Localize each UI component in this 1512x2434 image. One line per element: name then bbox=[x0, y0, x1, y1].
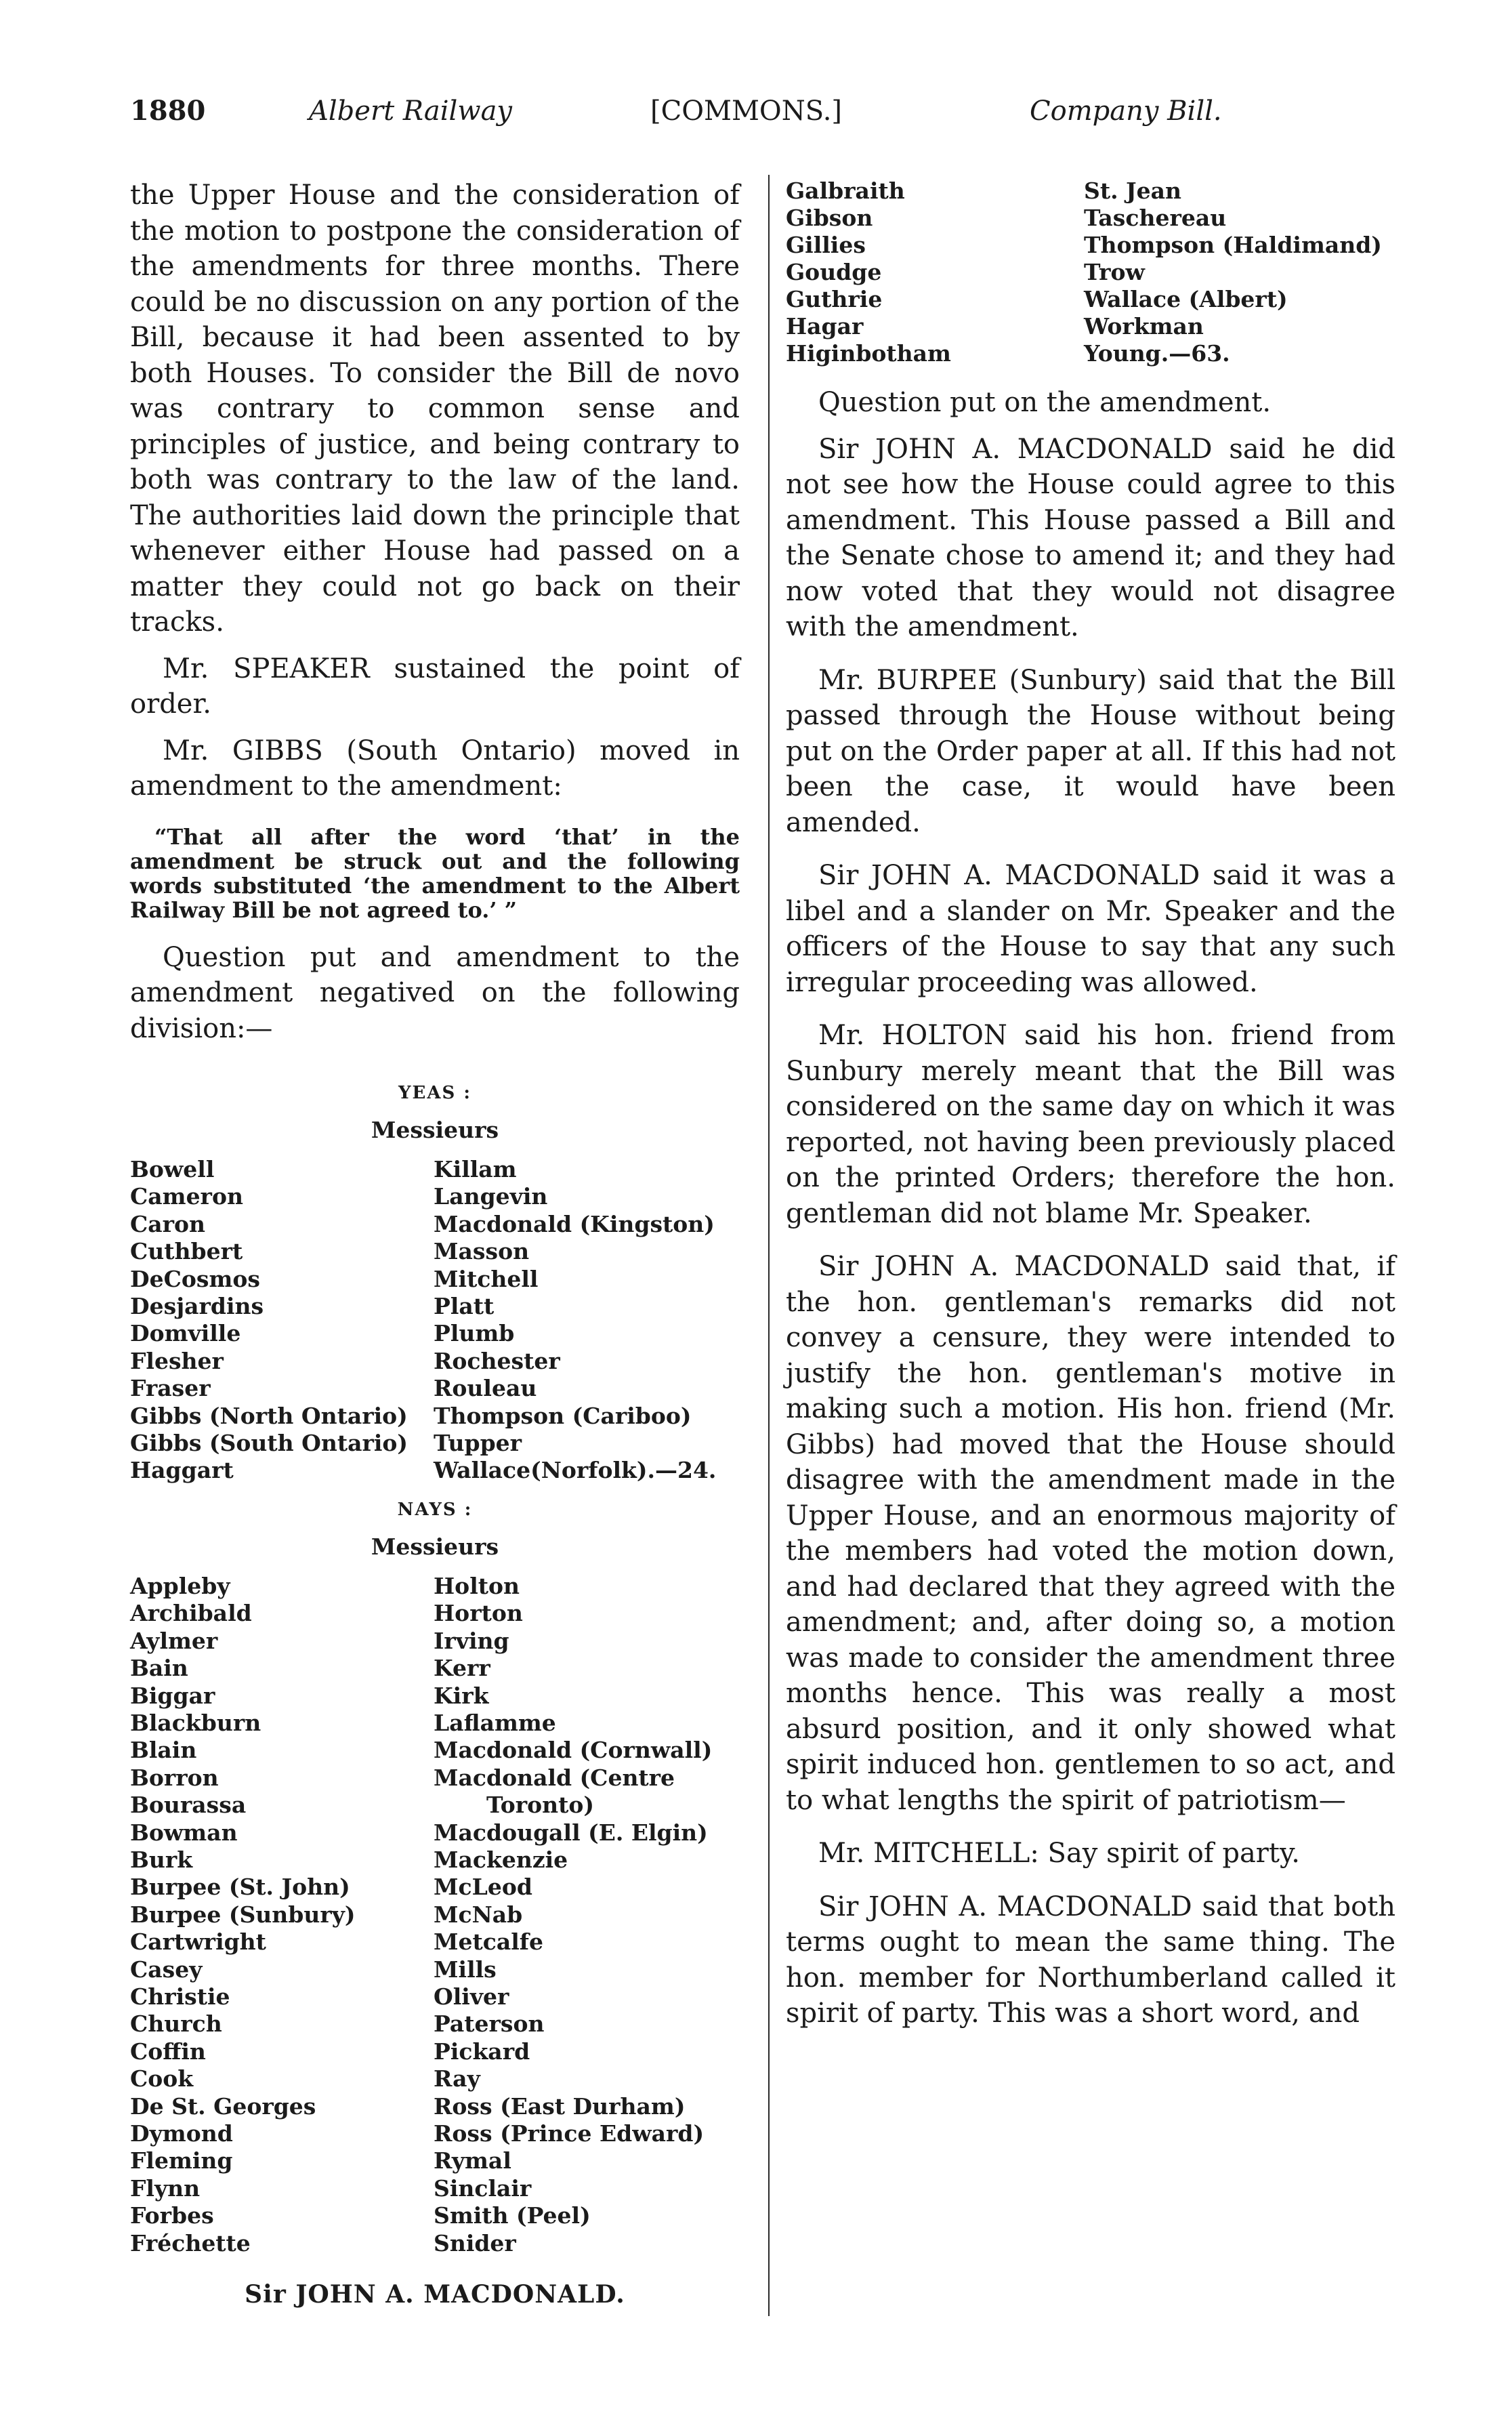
list-item: Mitchell bbox=[434, 1265, 539, 1292]
list-item: Bowell bbox=[130, 1156, 215, 1182]
signature: Sir JOHN A. MACDONALD. bbox=[245, 2280, 625, 2309]
list-item: Dymond bbox=[130, 2120, 233, 2147]
nays-continued-list bbox=[786, 178, 1395, 367]
list-item: Forbes bbox=[130, 2202, 214, 2229]
list-item: Paterson bbox=[434, 2010, 545, 2038]
right-column bbox=[786, 178, 1395, 2031]
list-item: Haggart bbox=[130, 1457, 234, 1484]
list-item: McLeod bbox=[434, 1874, 532, 1901]
running-title-left: Albert Railway bbox=[309, 96, 513, 127]
list-item: Killam bbox=[434, 1156, 517, 1182]
paragraph: Question put on the amendment. bbox=[818, 387, 1272, 418]
list-item: Plumb bbox=[434, 1320, 515, 1347]
list-item: Biggar bbox=[130, 1682, 215, 1709]
list-item: Masson bbox=[434, 1238, 530, 1265]
paragraph: Question put and amendment to the amendment negatived on the following division:— bbox=[130, 941, 740, 1044]
list-item: Horton bbox=[434, 1600, 523, 1627]
list-item: Gibbs (South Ontario) bbox=[130, 1430, 408, 1457]
list-item: McNab bbox=[434, 1901, 523, 1928]
list-item: Burpee (St. John) bbox=[130, 1874, 350, 1901]
nays-messieurs: Messieurs bbox=[371, 1533, 499, 1560]
list-item: Thompson (Cariboo) bbox=[434, 1402, 692, 1429]
list-item: Rouleau bbox=[434, 1375, 537, 1402]
list-item: Guthrie bbox=[786, 286, 883, 312]
list-item: Fréchette bbox=[130, 2229, 251, 2256]
list-item: DeCosmos bbox=[130, 1265, 260, 1292]
list-item: Borron bbox=[130, 1764, 219, 1791]
list-item: Workman bbox=[1084, 313, 1204, 339]
list-item: Casey bbox=[130, 1956, 203, 1983]
list-item: Smith (Peel) bbox=[434, 2202, 591, 2229]
list-item: Burk bbox=[130, 1846, 193, 1873]
list-item: Bourassa bbox=[130, 1792, 247, 1819]
list-item: Macdonald (Kingston) bbox=[434, 1210, 715, 1237]
nays-column-1 bbox=[130, 1573, 434, 2257]
list-item: Gillies bbox=[786, 232, 866, 258]
left-column bbox=[130, 178, 740, 2309]
list-item: Flesher bbox=[130, 1347, 224, 1374]
list-item: Langevin bbox=[434, 1183, 548, 1210]
list-item: Blackburn bbox=[130, 1709, 261, 1736]
paragraph: Sir JOHN A. MACDONALD said it was a libel and a slander on Mr. Speaker and the officers of the House to say that any such irregular proceeding was allowed. bbox=[786, 860, 1395, 998]
list-item: Toronto) bbox=[486, 1792, 595, 1819]
list-item: Blain bbox=[130, 1737, 197, 1764]
nays-continued-column-1 bbox=[786, 178, 1084, 367]
list-item: Oliver bbox=[434, 1983, 509, 2010]
list-item: Bowman bbox=[130, 1819, 238, 1846]
list-item: Bain bbox=[130, 1655, 188, 1682]
list-item: Appleby bbox=[130, 1572, 230, 1599]
list-item: Macdougall (E. Elgin) bbox=[434, 1819, 708, 1846]
list-item: Goudge bbox=[786, 259, 882, 285]
list-item: Young.—63. bbox=[1084, 340, 1230, 367]
list-item: Cook bbox=[130, 2065, 194, 2092]
paragraph: Mr. GIBBS (South Ontario) moved in amendment to the amendment: bbox=[130, 735, 740, 802]
list-item: Hagar bbox=[786, 313, 864, 339]
list-item: De St. Georges bbox=[130, 2092, 316, 2120]
list-item: Burpee (Sunbury) bbox=[130, 1901, 356, 1928]
list-item: Higinbotham bbox=[786, 340, 951, 367]
running-title-center: [COMMONS.] bbox=[650, 96, 843, 127]
paragraph: Mr. MITCHELL: Say spirit of party. bbox=[818, 1838, 1300, 1869]
list-item: Gibson bbox=[786, 205, 873, 231]
nays-heading: NAYS : bbox=[397, 1499, 473, 1520]
list-item: Gibbs (North Ontario) bbox=[130, 1402, 408, 1429]
list-item: Thompson (Haldimand) bbox=[1084, 232, 1382, 258]
list-item: Mills bbox=[434, 1956, 497, 1983]
list-item: Trow bbox=[1084, 259, 1145, 285]
list-item: Wallace (Albert) bbox=[1084, 286, 1288, 312]
list-item: Macdonald (Centre bbox=[434, 1764, 675, 1791]
page-number: 1880 bbox=[130, 95, 206, 127]
paragraph: Sir JOHN A. MACDONALD said that, if the hon. gentleman's remarks did not convey a censure, they were intended to justify the hon. gentleman's motive in making such a motion. His hon. friend (Mr. Gibbs) had moved that the House should disagree with the amendment made in the Upper House, and an enormous majority of the members had voted the motion down, and had declared that they agreed with the amendment; and, after doing so, a motion was made to consider the amendment three months hence. This was really a most absurd position, and it only showed what spirit induced hon. gentlemen to so act, and to what lengths the spirit of patriotism— bbox=[786, 1251, 1395, 1816]
list-item: Kerr bbox=[434, 1655, 490, 1682]
list-item: Rymal bbox=[434, 2147, 511, 2174]
list-item: Sinclair bbox=[434, 2174, 532, 2202]
list-item: Fraser bbox=[130, 1375, 211, 1402]
list-item: Platt bbox=[434, 1293, 495, 1320]
paragraph: Sir JOHN A. MACDONALD said he did not see how the House could agree to this amendment. This House passed a Bill and the Senate chose to amend it; and they had now voted that they would not disagree with the amendment. bbox=[786, 433, 1395, 642]
list-item: Pickard bbox=[434, 2038, 530, 2065]
list-item: Wallace(Norfolk).—24. bbox=[434, 1457, 717, 1484]
list-item: Tupper bbox=[434, 1430, 522, 1457]
list-item: Desjardins bbox=[130, 1293, 264, 1320]
list-item: Galbraith bbox=[786, 178, 905, 204]
list-item: Flynn bbox=[130, 2174, 201, 2202]
nays-list bbox=[130, 1573, 740, 2257]
yeas-list bbox=[130, 1156, 740, 1485]
list-item: Mackenzie bbox=[434, 1846, 568, 1873]
running-title-right: Company Bill. bbox=[1030, 96, 1222, 127]
paragraph: Mr. HOLTON said his hon. friend from Sunbury merely meant that the Bill was considered on the same day on which it was reported, not having been previously placed on the printed Orders; therefore the hon. gentleman did not blame Mr. Speaker. bbox=[786, 1020, 1395, 1229]
list-item: Aylmer bbox=[130, 1627, 218, 1654]
list-item: Cuthbert bbox=[130, 1238, 243, 1265]
list-item: Laflamme bbox=[434, 1709, 556, 1736]
list-item: Ross (East Durham) bbox=[434, 2092, 686, 2120]
yeas-heading: YEAS : bbox=[398, 1083, 471, 1103]
list-item: Rochester bbox=[434, 1347, 560, 1374]
list-item: Metcalfe bbox=[434, 1928, 543, 1956]
list-item: Archibald bbox=[130, 1600, 252, 1627]
list-item: Kirk bbox=[434, 1682, 489, 1709]
nays-continued-column-2 bbox=[1084, 178, 1395, 367]
list-item: Irving bbox=[434, 1627, 509, 1654]
paragraph: Mr. BURPEE (Sunbury) said that the Bill passed through the House without being put on the Order paper at all. If this had not been the case, it would have been amended. bbox=[786, 664, 1395, 838]
paragraph: Mr. SPEAKER sustained the point of order. bbox=[130, 653, 740, 720]
paragraph: the Upper House and the consideration of the motion to postpone the consideration of the amendments for three months. There could be no discussion on any portion of the Bill, because it had been assented to by both Houses. To consider the Bill de novo was contrary to common sense and principles of justice, and being contrary to both was contrary to the law of the land. The authorities laid down the principle that whenever either House had passed on a matter they could not go back on their tracks. bbox=[130, 180, 740, 638]
yeas-column-1 bbox=[130, 1156, 434, 1485]
paragraph: Sir JOHN A. MACDONALD said that both terms ought to mean the same thing. The hon. member for Northumberland called it spirit of party. This was a short word, and bbox=[786, 1891, 1395, 2029]
yeas-column-2 bbox=[434, 1156, 740, 1485]
yeas-messieurs: Messieurs bbox=[371, 1117, 499, 1143]
quoted-motion: “That all after the word ‘that’ in the amendment be struck out and the following words substituted ‘the amendment to the Albert Railway Bill be not agreed to.’ ” bbox=[130, 823, 740, 923]
list-item: Holton bbox=[434, 1572, 520, 1599]
list-item: St. Jean bbox=[1084, 178, 1182, 204]
list-item: Cameron bbox=[130, 1183, 243, 1210]
list-item: Ross (Prince Edward) bbox=[434, 2120, 705, 2147]
list-item: Cartwright bbox=[130, 1928, 266, 1956]
list-item: Ray bbox=[434, 2065, 480, 2092]
list-item: Church bbox=[130, 2010, 222, 2038]
list-item: Caron bbox=[130, 1210, 206, 1237]
list-item: Coffin bbox=[130, 2038, 206, 2065]
column-divider bbox=[768, 175, 770, 2316]
list-item: Fleming bbox=[130, 2147, 233, 2174]
list-item: Domville bbox=[130, 1320, 241, 1347]
list-item: Snider bbox=[434, 2229, 516, 2256]
list-item: Christie bbox=[130, 1983, 230, 2010]
list-item: Taschereau bbox=[1084, 205, 1227, 231]
list-item: Macdonald (Cornwall) bbox=[434, 1737, 713, 1764]
nays-column-2 bbox=[434, 1573, 740, 2257]
